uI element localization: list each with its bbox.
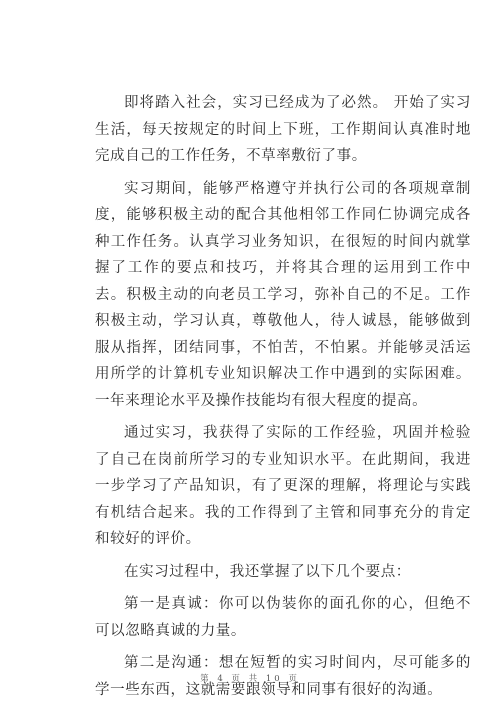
paragraph: 第一是真诚：你可以伪装你的面孔你的心，但绝不可以忽略真诚的力量。 — [95, 596, 471, 639]
paragraph: 第二是沟通：想在短暂的实习时间内，尽可能多的学一些东西，这就需要跟领导和同事有很好的沟通。 — [95, 655, 471, 698]
page-number-footer: 第 4 页 共 10 页 — [200, 674, 300, 684]
paragraph: 在实习过程中，我还掌握了以下几个要点： — [124, 563, 411, 580]
paragraph: 即将踏入社会，实习已经成为了必然。 开始了实习生活，每天按规定的时间上下班，工作期间认真准时地完成自己的工作任务，不草率敷衍了事。 — [95, 95, 471, 164]
paragraph: 实习期间，能够严格遵守并执行公司的各项规章制度，能够积极主动的配合其他相邻工作同仁协调完成各种工作任务。认真学习业务知识，在很短的时间内就掌握了工作的要点和技巧，并将其合理的运用到工作中去。积极主动的向老员工学习，弥补自己的不足。工作积极主动，学习认真，尊敬他人，待人诚恳，能够做到服从指挥，团结同事，不怕苦，不怕累。并能够灵活运用所学的计算机专业知识解决工作中遇到的实际困难。一年来理论水平及操作技能均有很大程度的提高。 — [95, 180, 471, 409]
paragraph: 通过实习，我获得了实际的工作经验，巩固并检验了自己在岗前所学习的专业知识水平。在此期间，我进一步学习了产品知识，有了更深的理解，将理论与实践有机结合起来。我的工作得到了主管和同事充分的肯定和较好的评价。 — [95, 425, 471, 547]
document-body — [95, 90, 471, 709]
